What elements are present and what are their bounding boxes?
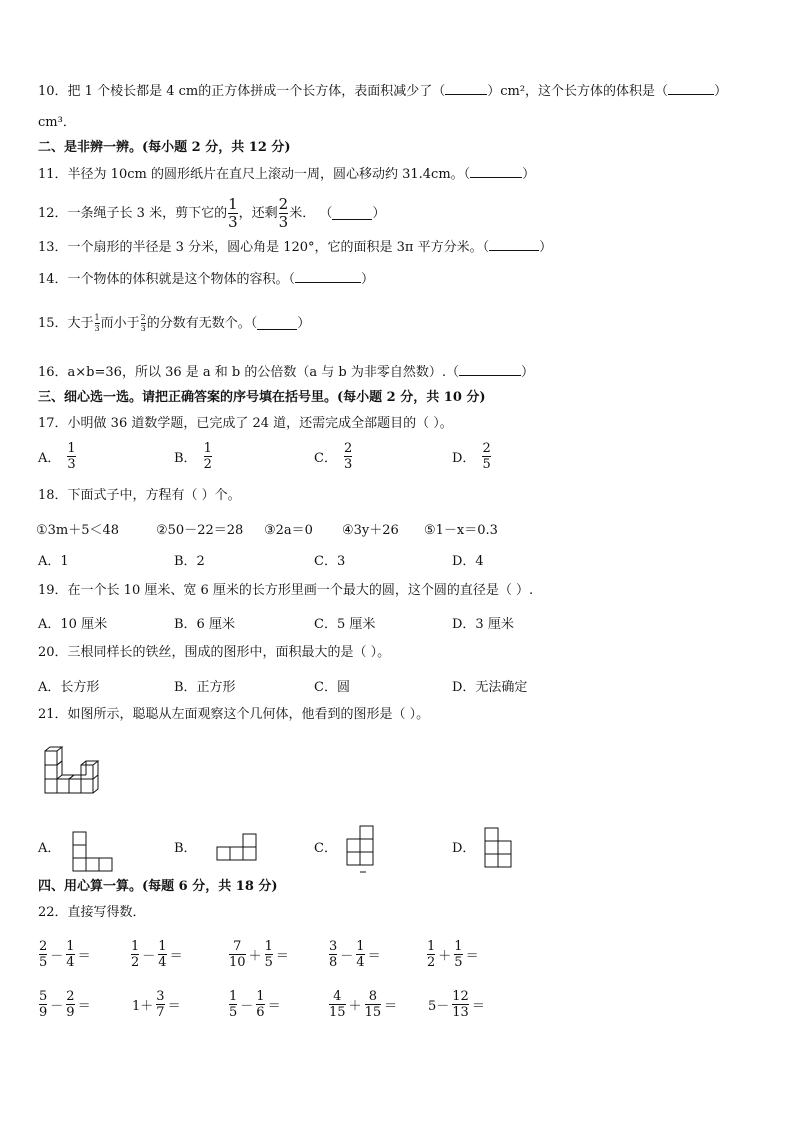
q15-f2-num: 2 — [140, 313, 146, 322]
q21-option-b[interactable] — [174, 837, 203, 856]
fraction-numerator: 1 — [264, 939, 273, 954]
q11-blank[interactable] — [470, 165, 522, 178]
q12-text-d: ） — [372, 205, 386, 221]
fraction — [452, 990, 469, 1019]
fraction-denominator: 10 — [229, 955, 246, 970]
q13-text-end: ） — [539, 240, 553, 255]
q21-option-a-figure — [72, 831, 116, 873]
calc-expression-1-3 — [228, 940, 291, 969]
operator: ＋ — [438, 949, 452, 964]
q18-item-4: ④3y＋26 — [342, 523, 399, 538]
q17-option-d-label: D． — [452, 451, 476, 466]
q19-option-d[interactable]: D．3 厘米 — [452, 617, 514, 632]
calc-expression-1-5 — [426, 940, 481, 969]
fraction-numerator: 4 — [333, 989, 342, 1004]
q17-a-den: 3 — [67, 457, 76, 472]
operator: － — [50, 949, 64, 964]
q12-f2-den: 3 — [278, 213, 289, 231]
question-15 — [38, 314, 310, 333]
q14-blank[interactable] — [295, 270, 361, 283]
fraction — [131, 940, 139, 969]
fraction-numerator: 1 — [66, 939, 75, 954]
fraction — [66, 990, 74, 1019]
question-13 — [38, 238, 552, 257]
q12-text-a: 12．一条绳子长 3 米，剪下它的 — [38, 205, 228, 221]
q20-option-d[interactable]: D．无法确定 — [452, 680, 528, 695]
fraction-denominator: 15 — [329, 1005, 346, 1020]
q20-option-a[interactable]: A．长方形 — [38, 680, 100, 695]
q18-option-a[interactable]: A．1 — [38, 554, 69, 569]
fraction-numerator: 1 — [256, 989, 265, 1004]
q17-option-a-label: A． — [38, 451, 61, 466]
fraction — [39, 940, 47, 969]
q17-c-num: 2 — [343, 441, 353, 456]
fraction-denominator: 5 — [454, 955, 463, 970]
question-14 — [38, 270, 374, 289]
q17-option-c[interactable] — [314, 442, 353, 471]
operator: － — [142, 949, 156, 964]
question-12 — [38, 197, 385, 230]
calc-expression-2-2 — [130, 990, 183, 1019]
q19-option-a[interactable]: A．10 厘米 — [38, 617, 108, 632]
q16-text: 16．a×b=36，所以 36 是 a 和 b 的公倍数（a 与 b 为非零自然数）.（ — [38, 365, 459, 380]
q12-f1-den: 3 — [228, 213, 238, 231]
fraction — [256, 990, 264, 1019]
q17-c-den: 3 — [343, 457, 353, 472]
q15-fraction-2 — [141, 314, 146, 333]
fraction-denominator: 4 — [66, 955, 75, 970]
q11-text: 11．半径为 10cm 的圆形纸片在直尺上滚动一周，圆心移动约 31.4cm。（ — [38, 167, 471, 182]
fraction — [329, 940, 337, 969]
question-21-stem: 21．如图所示，聪聪从左面观察这个几何体，他看到的图形是（ ）。 — [38, 707, 430, 722]
q21-option-c[interactable] — [314, 837, 343, 856]
fraction — [365, 990, 382, 1019]
operator: ＝ — [169, 949, 183, 964]
q21-option-d[interactable] — [452, 837, 481, 856]
fraction-numerator: 1 — [427, 939, 436, 954]
fraction-numerator: 1 — [454, 939, 463, 954]
q10-text-b: ）cm²，这个长方体的体积是（ — [487, 84, 669, 99]
section-3-heading: 三、细心选一选。请把正确答案的序号填在括号里。(每小题 2 分，共 10 分) — [38, 390, 486, 405]
operator: － — [240, 999, 254, 1014]
q17-option-c-label: C． — [314, 451, 337, 466]
fraction-numerator: 2 — [39, 939, 48, 954]
question-10-cont: cm³． — [38, 115, 76, 130]
operator: ＋ — [248, 949, 262, 964]
q15-f1-den: 3 — [94, 324, 100, 333]
q12-blank[interactable] — [332, 207, 372, 220]
fraction-numerator: 7 — [233, 939, 242, 954]
q16-blank[interactable] — [459, 363, 521, 376]
operator: ＝ — [367, 949, 381, 964]
fraction-denominator: 5 — [39, 955, 48, 970]
q17-option-a-fraction — [67, 442, 75, 471]
q17-option-d-fraction — [482, 442, 490, 471]
question-19-stem: 19．在一个长 10 厘米、宽 6 厘米的长方形里画一个最大的圆，这个圆的直径是（ ）. — [38, 583, 534, 598]
q18-item-5: ⑤1－x＝0.3 — [424, 523, 498, 538]
q12-text-c: 米． （ — [289, 205, 333, 221]
q18-item-2: ②50－22＝28 — [156, 523, 244, 538]
q15-fraction-1 — [95, 314, 100, 333]
fraction — [427, 940, 435, 969]
fraction-numerator: 1 — [131, 939, 140, 954]
q18-option-c[interactable]: C．3 — [314, 554, 346, 569]
fraction — [229, 990, 237, 1019]
fraction-numerator: 3 — [329, 939, 338, 954]
fraction — [454, 940, 462, 969]
q17-b-den: 2 — [203, 457, 212, 472]
q21-option-d-figure — [484, 827, 516, 873]
calc-expression-2-4 — [328, 990, 399, 1019]
q14-text-end: ） — [361, 272, 375, 287]
calc-expression-1-4 — [328, 940, 383, 969]
q17-d-num: 2 — [482, 441, 491, 456]
q19-option-b[interactable]: B．6 厘米 — [174, 617, 235, 632]
q17-a-num: 1 — [67, 441, 76, 456]
q20-option-c[interactable]: C．圆 — [314, 680, 350, 695]
operator: ＋ — [348, 999, 362, 1014]
calc-expression-1-2 — [130, 940, 185, 969]
fraction-numerator: 1 — [356, 939, 365, 954]
operator: － — [50, 999, 64, 1014]
q13-blank[interactable] — [489, 238, 539, 251]
q15-text-a: 15．大于 — [38, 315, 94, 331]
q15-text-d: ） — [297, 315, 311, 331]
fraction-numerator: 1 — [158, 939, 167, 954]
q18-item-3: ③2a＝0 — [264, 523, 313, 538]
fraction — [158, 940, 166, 969]
calc-expression-2-3 — [228, 990, 283, 1019]
question-17-stem: 17．小明做 36 道数学题，已完成了 24 道，还需完成全部题目的（ ）。 — [38, 416, 453, 431]
operator: ＝ — [77, 949, 91, 964]
operator: ＝ — [77, 999, 91, 1014]
fraction-denominator: 4 — [356, 955, 365, 970]
q12-f2-num: 2 — [278, 195, 289, 213]
q21-option-c-figure — [346, 825, 378, 875]
q17-option-b[interactable] — [174, 442, 213, 471]
operator: ＝ — [384, 999, 398, 1014]
fraction — [66, 940, 74, 969]
q15-text-b: 而小于 — [100, 315, 140, 331]
q17-option-b-label: B． — [174, 451, 197, 466]
q13-text: 13．一个扇形的半径是 3 分米，圆心角是 120°，它的面积是 3π 平方分米。（ — [38, 240, 490, 255]
q20-option-b[interactable]: B．正方形 — [174, 680, 236, 695]
q21-option-b-figure — [216, 832, 262, 862]
operator: 5－ — [428, 999, 450, 1014]
fraction-numerator: 3 — [156, 989, 165, 1004]
fraction-denominator: 15 — [364, 1005, 382, 1020]
q12-fraction-1 — [228, 197, 238, 230]
fraction — [229, 940, 246, 969]
q21-option-c-label: C． — [314, 841, 337, 856]
section-2-heading: 二、是非辨一辨。(每小题 2 分，共 12 分) — [38, 140, 291, 155]
fraction-denominator: 5 — [229, 1005, 238, 1020]
fraction-denominator: 2 — [131, 955, 140, 970]
question-20-stem: 20．三根同样长的铁丝，围成的图形中，面积最大的是（ ）。 — [38, 645, 391, 660]
q12-f1-num: 1 — [228, 195, 238, 213]
q17-option-c-fraction — [344, 442, 352, 471]
q17-option-b-fraction — [204, 442, 212, 471]
calc-expression-2-1 — [38, 990, 93, 1019]
calc-expression-2-5 — [426, 990, 487, 1019]
question-22-stem: 22．直接写得数． — [38, 905, 146, 920]
operator: ＝ — [275, 949, 289, 964]
q19-option-c[interactable]: C．5 厘米 — [314, 617, 376, 632]
fraction — [39, 990, 47, 1019]
fraction-numerator: 2 — [66, 989, 75, 1004]
q11-text-end: ） — [522, 167, 536, 182]
fraction-numerator: 8 — [368, 989, 377, 1004]
q15-f2-den: 3 — [140, 324, 146, 333]
operator: ＝ — [267, 999, 281, 1014]
q16-text-end: ） — [520, 365, 534, 380]
fraction-numerator: 5 — [39, 989, 48, 1004]
q12-fraction-2 — [279, 197, 289, 230]
question-18-stem: 18．下面式子中，方程有（ ）个。 — [38, 488, 241, 503]
q21-option-b-label: B． — [174, 841, 197, 856]
fraction-denominator: 8 — [329, 955, 338, 970]
q18-item-1: ①3m＋5＜48 — [36, 523, 120, 538]
fraction-denominator: 9 — [39, 1005, 48, 1020]
q10-text-c: ） — [714, 84, 728, 99]
fraction — [329, 990, 346, 1019]
question-10 — [38, 82, 727, 101]
fraction-denominator: 9 — [66, 1005, 75, 1020]
q10-blank-1[interactable] — [445, 82, 487, 95]
fraction — [156, 990, 164, 1019]
question-16 — [38, 363, 534, 382]
fraction-denominator: 5 — [264, 955, 273, 970]
q15-text-c: 的分数有无数个。（ — [146, 315, 258, 331]
fraction — [265, 940, 273, 969]
cube-assembly-figure — [44, 746, 104, 796]
q21-option-a-label: A． — [38, 841, 61, 856]
q10-blank-2[interactable] — [668, 82, 714, 95]
q21-option-d-label: D． — [452, 841, 476, 856]
operator: － — [340, 949, 354, 964]
q21-option-a[interactable] — [38, 837, 66, 856]
q15-f1-num: 1 — [94, 313, 100, 322]
q14-text: 14．一个物体的体积就是这个物体的容积。（ — [38, 272, 296, 287]
operator: ＝ — [465, 949, 479, 964]
q12-text-b: ，还剩 — [238, 205, 278, 221]
fraction-numerator: 12 — [452, 989, 469, 1004]
q17-b-num: 1 — [203, 441, 212, 456]
operator: ＝ — [471, 999, 485, 1014]
fraction — [356, 940, 364, 969]
calc-expression-1-1 — [38, 940, 93, 969]
question-11 — [38, 165, 535, 184]
fraction-denominator: 7 — [156, 1005, 165, 1020]
q17-d-den: 5 — [482, 457, 491, 472]
q17-option-d[interactable] — [452, 442, 492, 471]
q15-blank[interactable] — [257, 317, 297, 330]
operator: 1＋ — [132, 999, 154, 1014]
q18-option-b[interactable]: B．2 — [174, 554, 205, 569]
fraction-denominator: 2 — [427, 955, 436, 970]
q17-option-a[interactable] — [38, 442, 77, 471]
q10-text-a: 10．把 1 个棱长都是 4 cm的正方体拼成一个长方体，表面积减少了（ — [38, 84, 446, 99]
fraction-denominator: 4 — [158, 955, 167, 970]
operator: ＝ — [167, 999, 181, 1014]
fraction-denominator: 6 — [256, 1005, 265, 1020]
section-4-heading: 四、用心算一算。(每题 6 分，共 18 分) — [38, 879, 278, 894]
fraction-denominator: 13 — [452, 1005, 469, 1020]
fraction-numerator: 1 — [229, 989, 238, 1004]
q18-option-d[interactable]: D．4 — [452, 554, 484, 569]
